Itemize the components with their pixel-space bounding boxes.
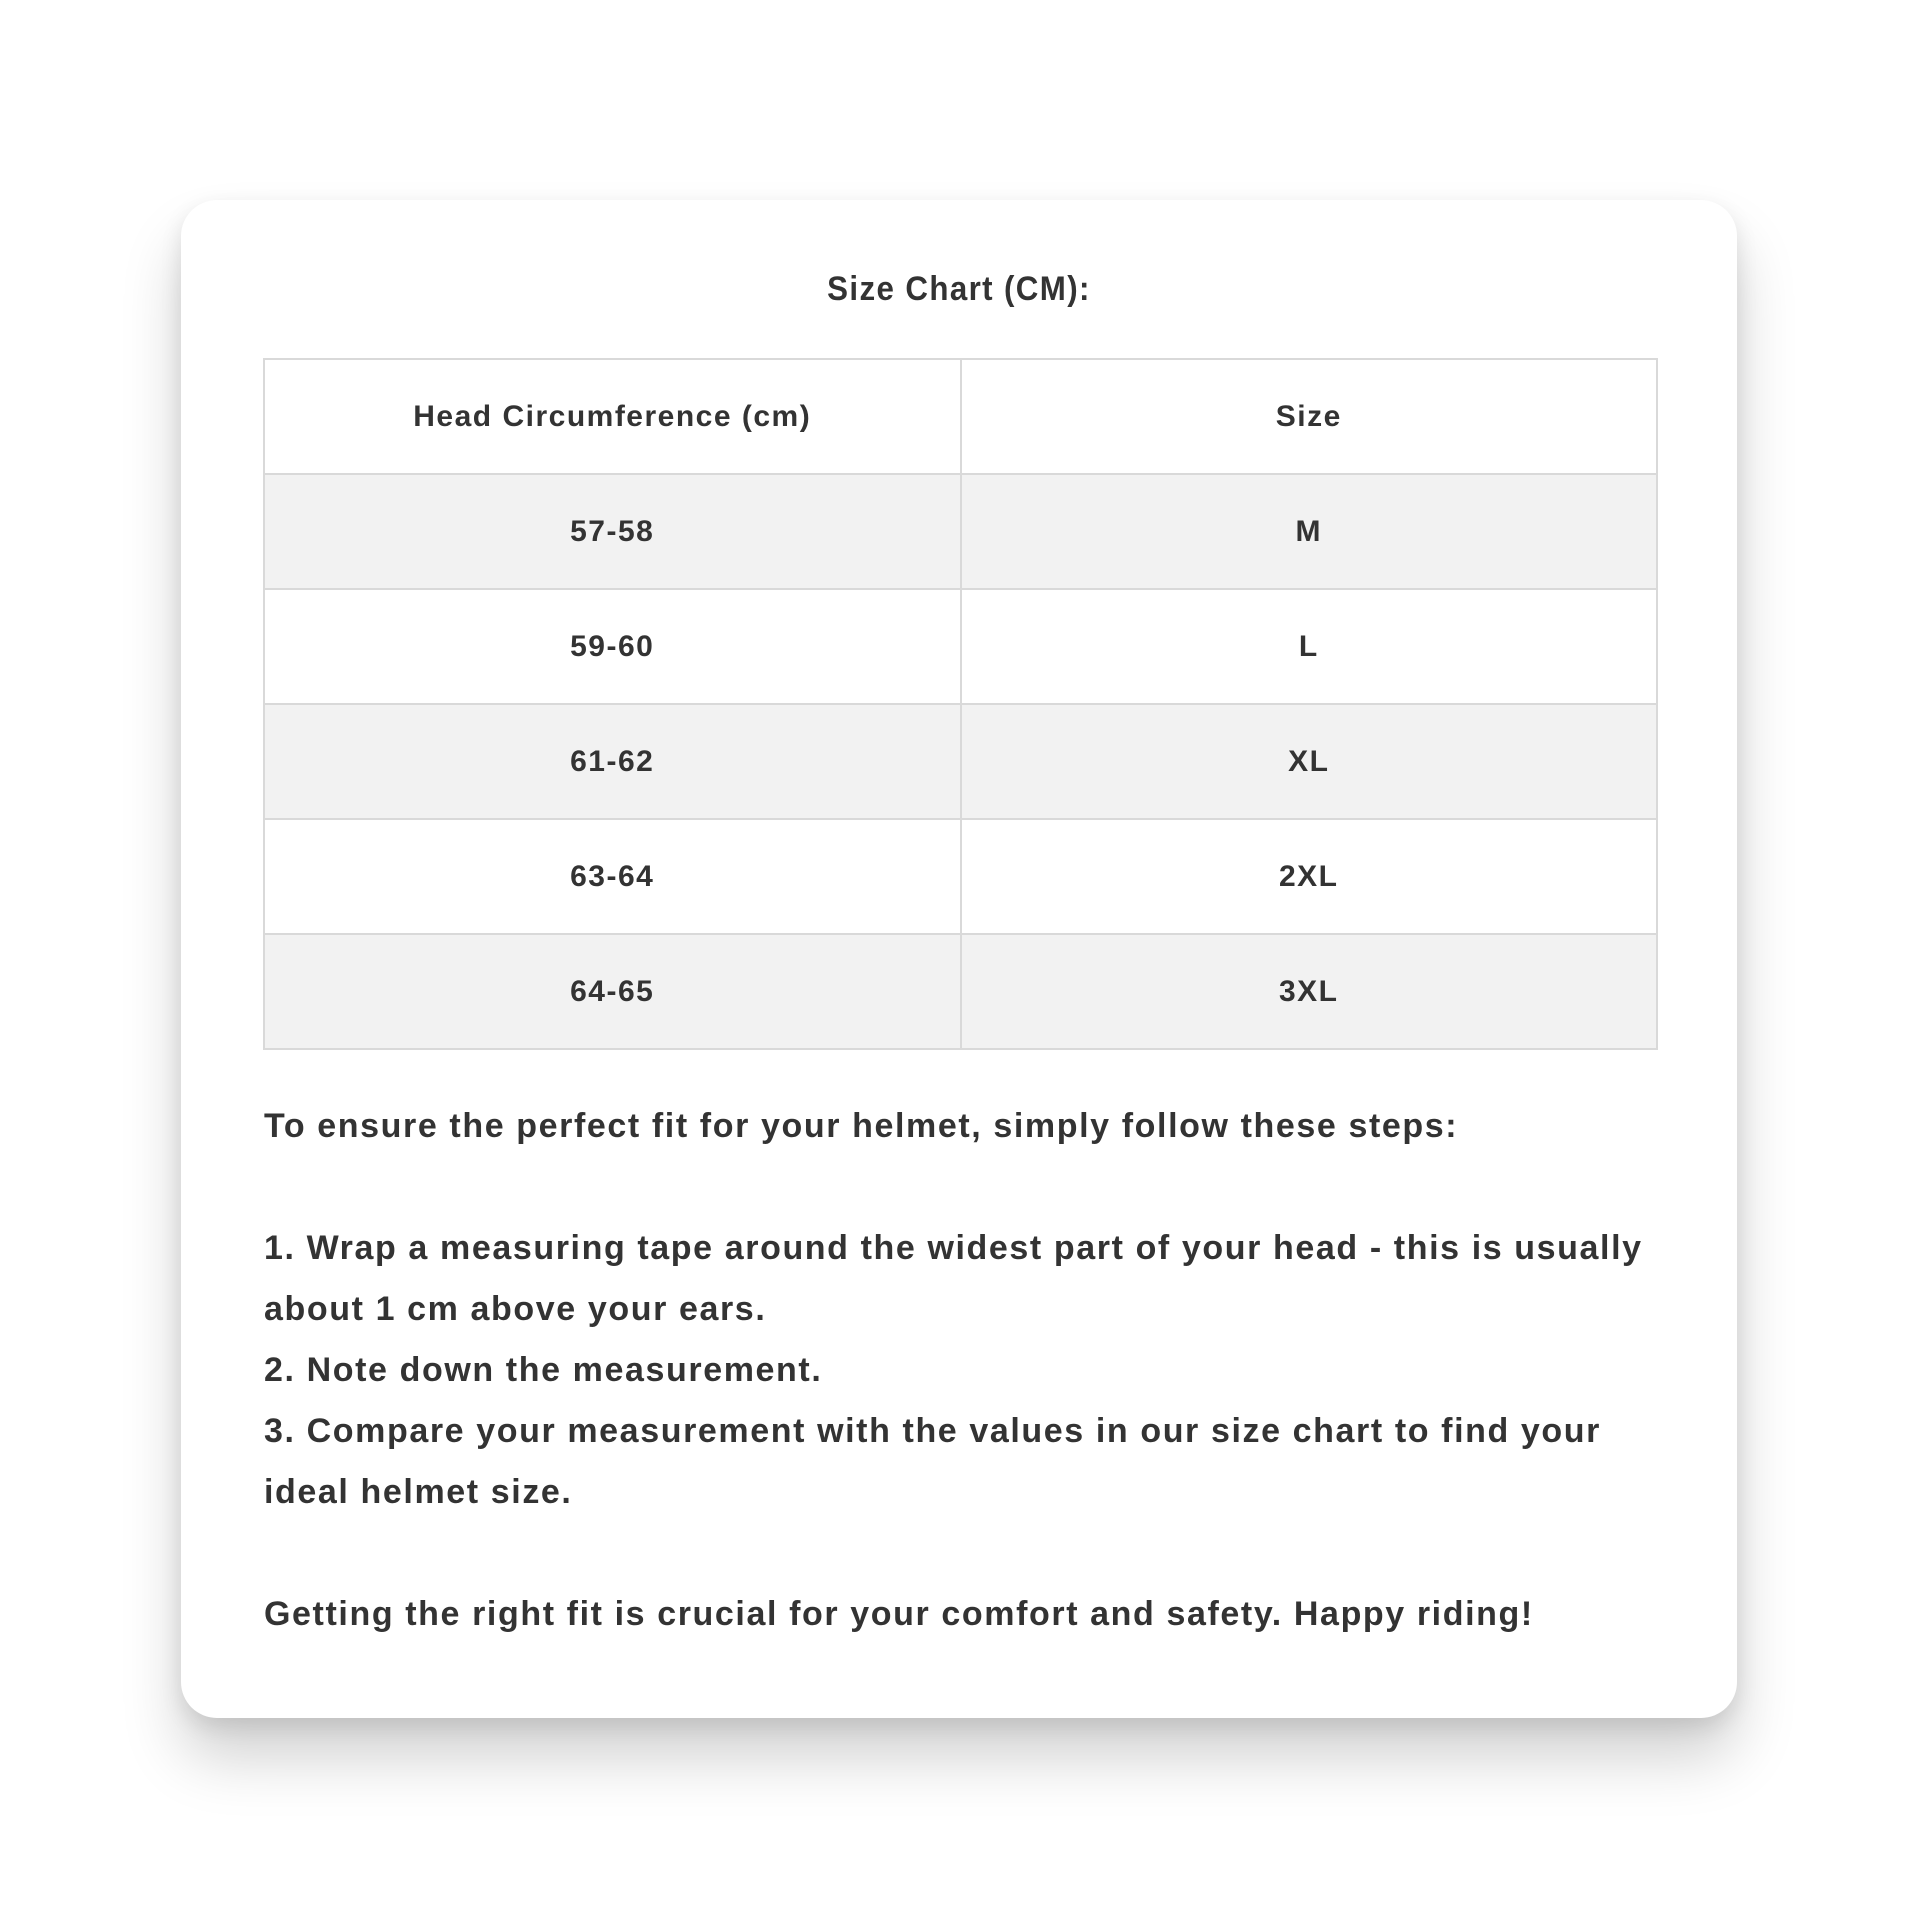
paragraph-spacer xyxy=(264,1523,1664,1584)
size-table xyxy=(263,358,1658,1050)
instructions-closing: Getting the right fit is crucial for your comfort and safety. Happy riding! xyxy=(264,1595,1534,1633)
size-cell: L xyxy=(961,589,1658,704)
paragraph-spacer xyxy=(264,1157,1664,1218)
page-title: Size Chart (CM): xyxy=(827,270,1091,308)
instruction-step-1: 1. Wrap a measuring tape around the widest part of your head - this is usually about 1 cm above your ears. xyxy=(264,1229,1643,1328)
table-row xyxy=(264,474,1657,589)
size-cell: M xyxy=(961,474,1658,589)
circumference-cell: 63-64 xyxy=(264,819,961,934)
table-row xyxy=(264,589,1657,704)
header-head-circumference: Head Circumference (cm) xyxy=(264,359,961,474)
fit-instructions xyxy=(264,1096,1664,1645)
size-cell: 3XL xyxy=(961,934,1658,1049)
table-row xyxy=(264,704,1657,819)
header-size: Size xyxy=(961,359,1658,474)
size-cell: XL xyxy=(961,704,1658,819)
size-cell: 2XL xyxy=(961,819,1658,934)
circumference-cell: 64-65 xyxy=(264,934,961,1049)
instruction-step-3: 3. Compare your measurement with the values in our size chart to find your ideal helmet size. xyxy=(264,1412,1602,1511)
table-row xyxy=(264,934,1657,1049)
table-row xyxy=(264,819,1657,934)
size-chart-card xyxy=(181,200,1737,1718)
table-header-row xyxy=(264,359,1657,474)
instructions-intro: To ensure the perfect fit for your helmet, simply follow these steps: xyxy=(264,1107,1459,1145)
circumference-cell: 61-62 xyxy=(264,704,961,819)
instruction-step-2: 2. Note down the measurement. xyxy=(264,1351,823,1389)
circumference-cell: 59-60 xyxy=(264,589,961,704)
circumference-cell: 57-58 xyxy=(264,474,961,589)
